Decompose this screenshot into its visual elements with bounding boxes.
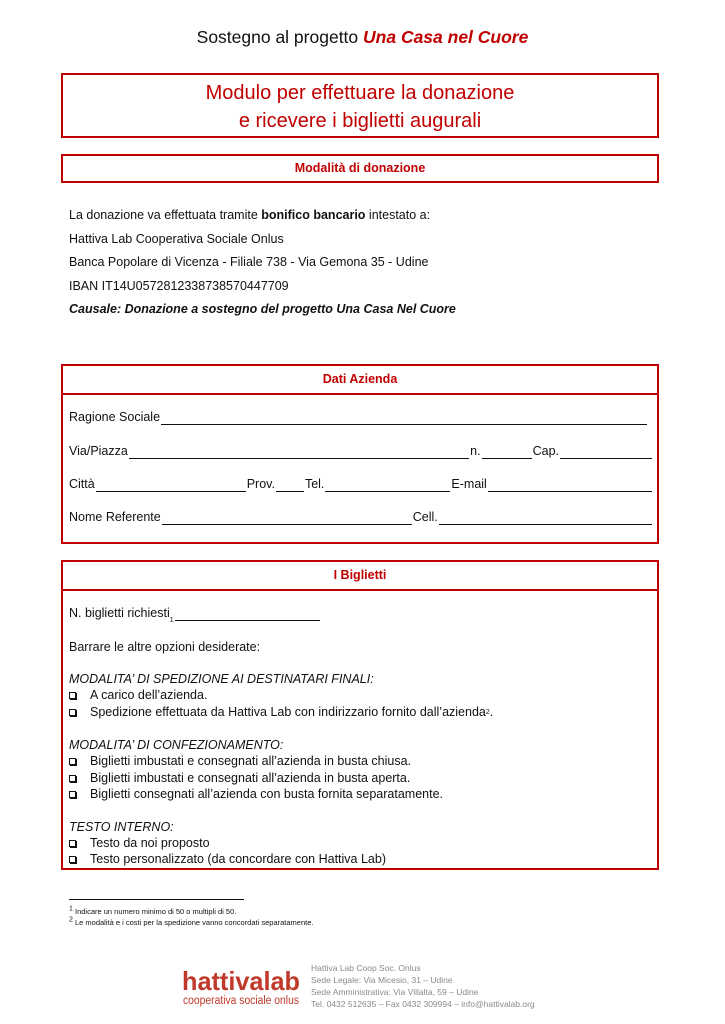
ticket-count-field[interactable] [175,610,320,621]
company-panel-heading: Dati Azienda [63,366,657,395]
cap-field[interactable] [560,448,652,459]
via-field[interactable] [129,448,469,459]
footnote-1-number: 1 [69,905,73,913]
tickets-panel-heading: I Biglietti [63,562,657,591]
packaging-option-closed[interactable] [69,754,411,769]
footnote-2-text: Le modalità e i costi per la spedizione vanno concordati separatamente. [72,918,314,927]
packaging-option-separate-label: Biglietti consegnati all’azienda con busta fornita separatamente. [90,787,443,801]
project-name: Una Casa nel Cuore [363,27,529,47]
shipping-option-hattiva-label: Spedizione effettuata da Hattiva Lab con indirizzario fornito dall’azienda [90,705,486,719]
shipping-option-hattiva[interactable]: Spedizione effettuata da Hattiva Lab con indirizzario fornito dall’azienda 2 . [69,705,493,720]
ticket-count-row: N. biglietti richiesti 1 [69,606,329,621]
address-row [69,444,653,459]
city-field[interactable] [96,481,246,492]
checkbox-icon[interactable] [69,775,76,782]
address-line-2: Sede Legale: Via Micesio, 31 – Udine [311,975,453,985]
footnote-2-number: 2 [69,916,73,924]
ragione-sociale-field[interactable] [161,414,647,425]
address-line-4: Tel. 0432 512635 – Fax 0432 309994 – info@hattivalab.org [311,999,535,1009]
checkbox-icon[interactable] [69,692,76,699]
footnote-1-text: Indicare un numero minimo di 50 o multipli di 50. [72,907,237,916]
city-row [69,477,653,492]
packaging-option-open[interactable] [69,771,410,786]
text-option-proposed-label: Testo da noi proposto [90,836,210,850]
donation-intro [69,208,430,223]
options-note: Barrare le altre opzioni desiderate: [69,640,261,654]
address-line-3: Sede Amministrativa: Via Villalta, 59 – Udine [311,987,479,997]
shipping-option-company[interactable] [69,688,207,703]
hattivalab-logo [181,960,301,1008]
shipping-title: MODALITA’ DI SPEDIZIONE AI DESTINATARI FINALI: [69,672,374,686]
text-title: TESTO INTERNO: [69,820,174,834]
referente-field[interactable] [162,514,412,525]
donation-section-heading: Modalità di donazione [61,154,659,183]
logo-tagline: cooperativa sociale onlus [183,995,300,1007]
packaging-option-closed-label: Biglietti imbustati e consegnati all’azienda in busta chiusa. [90,754,412,768]
checkbox-icon[interactable] [69,840,76,847]
form-title-box [61,73,659,138]
civic-number-field[interactable] [482,448,532,459]
prov-field[interactable] [276,481,304,492]
logo-wordmark: hattivalab [182,966,300,996]
via-label: Via/Piazza [69,444,128,458]
checkbox-icon[interactable] [69,758,76,765]
checkbox-icon[interactable] [69,709,76,716]
civic-number-label: n. [470,444,481,458]
footnote-divider [69,899,244,900]
shipping-option-hattiva-end: . [489,705,494,719]
checkbox-icon[interactable] [69,856,76,863]
tel-label: Tel. [304,477,325,491]
cell-field[interactable] [439,514,652,525]
shipping-option-company-label: A carico dell’azienda. [90,688,208,702]
ragione-sociale-row [69,410,653,425]
address-line-1: Hattiva Lab Coop Soc. Onlus [311,963,421,973]
email-field[interactable] [488,481,652,492]
prov-label: Prov. [246,477,275,491]
cell-label: Cell. [412,510,438,524]
page-header [0,27,725,48]
email-label: E-mail [451,477,487,491]
text-option-custom[interactable] [69,852,386,867]
packaging-option-open-label: Biglietti imbustati e consegnati all’azienda in busta aperta. [90,771,411,785]
cap-label: Cap. [532,444,559,458]
text-option-custom-label: Testo personalizzato (da concordare con Hattiva Lab) [90,852,386,866]
referente-row [69,510,653,525]
donation-intro-end: intestato a: [365,208,431,222]
footnote-2 [69,918,313,928]
ticket-count-label: N. biglietti richiesti [69,606,170,620]
text-option-proposed[interactable] [69,836,210,851]
beneficiary: Hattiva Lab Cooperativa Sociale Onlus [69,232,284,246]
iban: IBAN IT14U0572812338738570447709 [69,279,289,293]
form-title-line1: Modulo per effettuare la donazione [205,82,515,104]
footnote-1 [69,907,236,917]
causale: Causale: Donazione a sostegno del progetto Una Casa Nel Cuore [69,302,456,316]
city-label: Città [69,477,95,491]
tel-field[interactable] [325,481,450,492]
bank-details: Banca Popolare di Vicenza - Filiale 738 - Via Gemona 35 - Udine [69,255,429,269]
donation-method: bonifico bancario [261,208,366,222]
donation-intro-text: La donazione va effettuata tramite [69,208,262,222]
packaging-option-separate[interactable] [69,787,443,802]
form-title-line2: e ricevere i biglietti augurali [238,110,482,132]
packaging-title: MODALITA’ DI CONFEZIONAMENTO: [69,738,284,752]
header-prefix: Sostegno al progetto [196,27,364,47]
ragione-sociale-label: Ragione Sociale [69,410,161,424]
referente-label: Nome Referente [69,510,161,524]
checkbox-icon[interactable] [69,791,76,798]
